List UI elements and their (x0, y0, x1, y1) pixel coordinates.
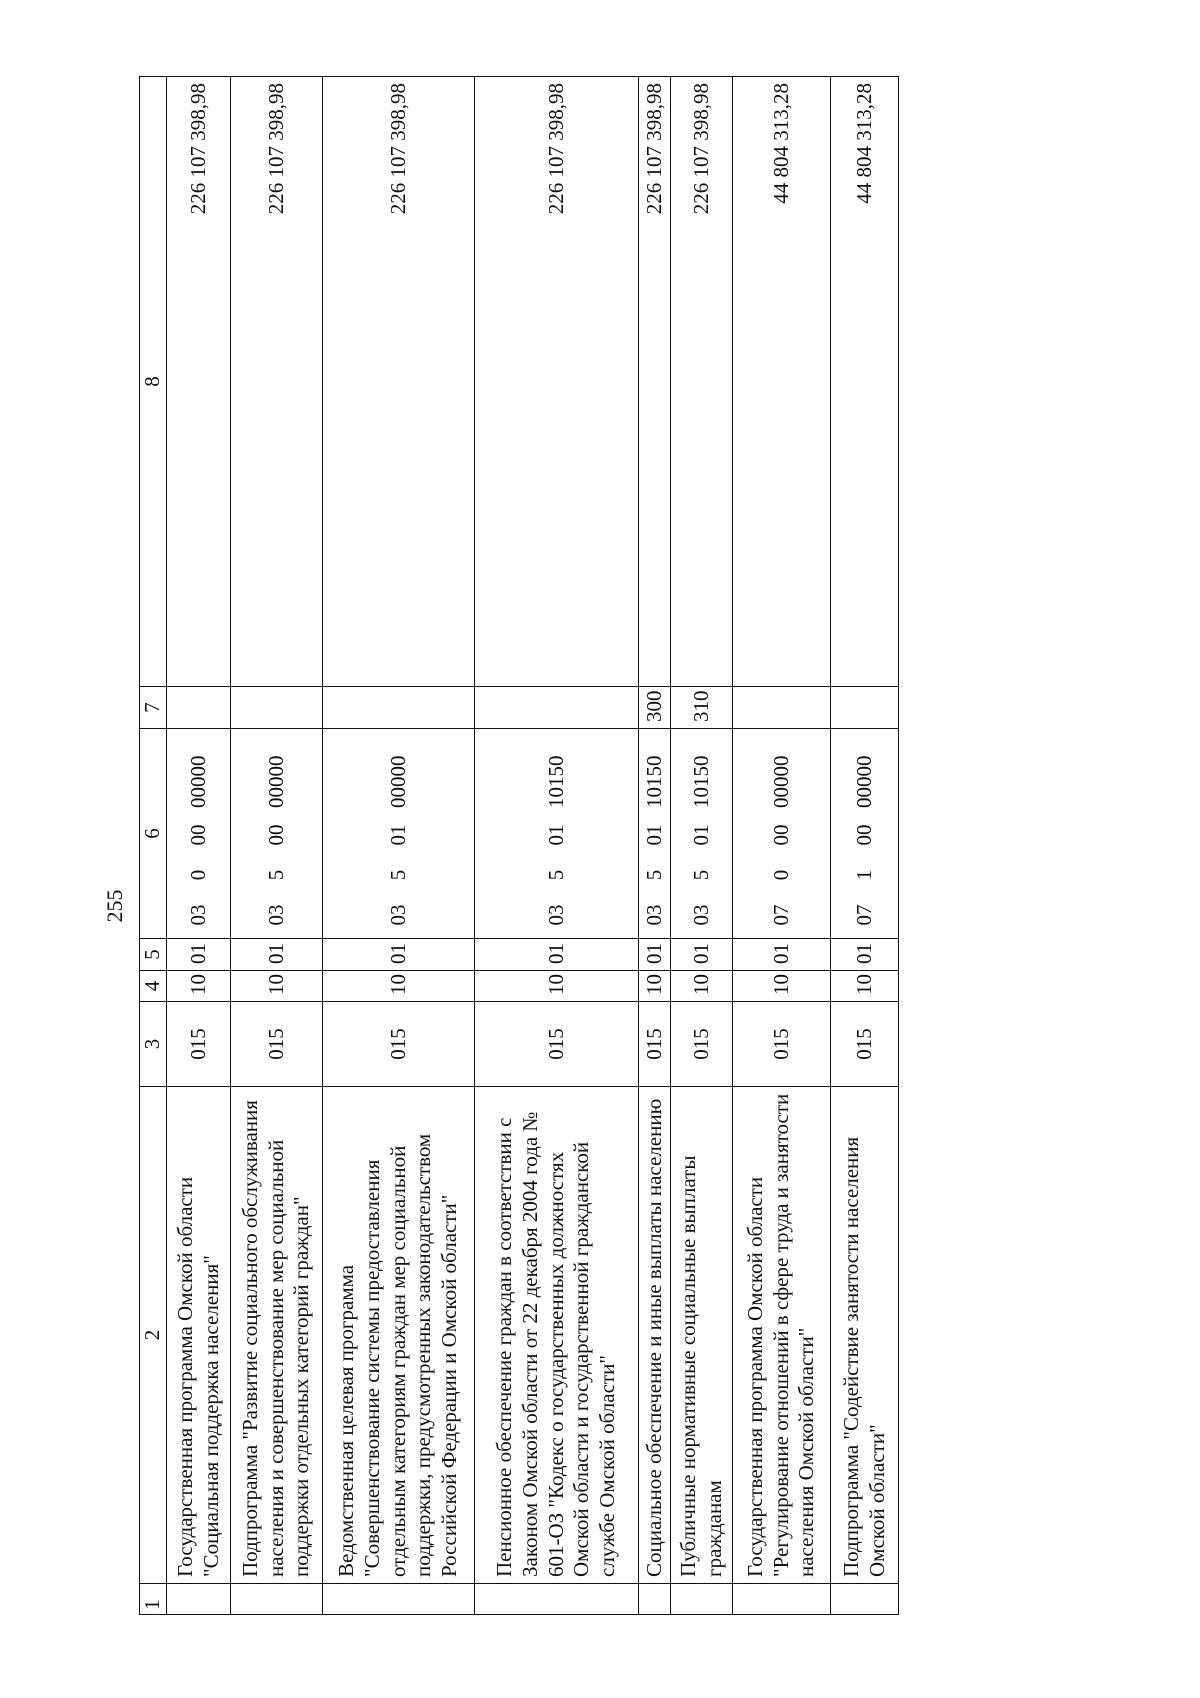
csr-subprogram: 5 (543, 869, 568, 881)
item-description: Государственная программа Омской области "Социальная поддержка населения" (167, 1087, 231, 1584)
section-code: 10 (671, 971, 733, 1002)
csr-direction: 00000 (185, 755, 210, 808)
section-code: 10 (167, 971, 231, 1002)
csr-program: 03 (263, 904, 288, 926)
csr-event: 00 (768, 824, 793, 846)
amount: 44 804 313,28 (831, 77, 899, 687)
csr-direction: 00000 (768, 755, 793, 808)
csr-direction: 00000 (385, 755, 410, 808)
csr-parts (852, 729, 878, 938)
table-row (671, 77, 733, 1615)
subsection-code: 01 (475, 939, 639, 971)
row-number-cell (167, 1584, 231, 1615)
item-description: Социальное обеспечение и иные выплаты населению (639, 1087, 671, 1584)
subsection-code: 01 (639, 939, 671, 971)
csr-event: 00 (263, 824, 288, 846)
amount: 226 107 398,98 (323, 77, 475, 687)
subsection-code: 01 (831, 939, 899, 971)
header-row (140, 77, 167, 1615)
csr-subprogram: 5 (385, 869, 410, 881)
row-number-cell (671, 1584, 733, 1615)
subsection-code: 01 (167, 939, 231, 971)
expense-type-code (831, 687, 899, 729)
subsection-code: 01 (733, 939, 831, 971)
row-number-cell (733, 1584, 831, 1615)
csr-direction: 10150 (641, 755, 666, 808)
csr-subprogram: 5 (641, 869, 666, 881)
section-code: 10 (639, 971, 671, 1002)
expense-type-code (475, 687, 639, 729)
col-header-3: 3 (140, 1002, 167, 1087)
admin-code: 015 (639, 1002, 671, 1087)
target-article-code (323, 729, 475, 939)
csr-subprogram: 5 (263, 869, 288, 881)
csr-program: 03 (185, 904, 210, 926)
csr-program: 03 (385, 904, 410, 926)
section-code: 10 (323, 971, 475, 1002)
table-row (639, 77, 671, 1615)
amount: 226 107 398,98 (231, 77, 323, 687)
csr-parts (386, 729, 412, 938)
amount: 44 804 313,28 (733, 77, 831, 687)
csr-direction: 10150 (543, 755, 568, 808)
col-header-6: 6 (140, 729, 167, 939)
row-number-cell (639, 1584, 671, 1615)
csr-parts (544, 729, 570, 938)
csr-parts (264, 729, 290, 938)
amount: 226 107 398,98 (671, 77, 733, 687)
col-header-1: 1 (140, 1584, 167, 1615)
subsection-code: 01 (231, 939, 323, 971)
section-code: 10 (475, 971, 639, 1002)
csr-program: 03 (543, 904, 568, 926)
amount: 226 107 398,98 (475, 77, 639, 687)
col-header-7: 7 (140, 687, 167, 729)
table-row (475, 77, 639, 1615)
admin-code: 015 (167, 1002, 231, 1087)
item-description: Подпрограмма "Развитие социального обслуживания населения и совершенствование мер социальной поддержки отдельных категорий граждан" (231, 1087, 323, 1584)
expense-type-code: 310 (671, 687, 733, 729)
admin-code: 015 (323, 1002, 475, 1087)
csr-subprogram: 0 (185, 869, 210, 881)
admin-code: 015 (231, 1002, 323, 1087)
csr-parts (186, 729, 212, 938)
csr-direction: 10150 (688, 755, 713, 808)
col-header-4: 4 (140, 971, 167, 1002)
target-article-code (831, 729, 899, 939)
csr-event: 01 (641, 824, 666, 846)
target-article-code (671, 729, 733, 939)
csr-subprogram: 0 (768, 869, 793, 881)
csr-event: 01 (688, 824, 713, 846)
expense-type-code (323, 687, 475, 729)
csr-event: 01 (543, 824, 568, 846)
csr-direction: 00000 (851, 755, 876, 808)
row-number-cell (831, 1584, 899, 1615)
amount: 226 107 398,98 (639, 77, 671, 687)
expense-type-code (231, 687, 323, 729)
table-row (231, 77, 323, 1615)
row-number-cell (231, 1584, 323, 1615)
col-header-2: 2 (140, 1087, 167, 1584)
csr-program: 03 (688, 904, 713, 926)
expense-type-code (167, 687, 231, 729)
section-code: 10 (231, 971, 323, 1002)
table-row (167, 77, 231, 1615)
csr-program: 03 (641, 904, 666, 926)
csr-parts (642, 729, 668, 938)
row-number-cell (323, 1584, 475, 1615)
target-article-code (475, 729, 639, 939)
row-number-cell (475, 1584, 639, 1615)
expense-type-code (733, 687, 831, 729)
table-row (733, 77, 831, 1615)
admin-code: 015 (671, 1002, 733, 1087)
csr-event: 00 (851, 824, 876, 846)
col-header-5: 5 (140, 939, 167, 971)
section-code: 10 (733, 971, 831, 1002)
col-header-8: 8 (140, 77, 167, 687)
target-article-code (733, 729, 831, 939)
csr-program: 07 (768, 904, 793, 926)
admin-code: 015 (733, 1002, 831, 1087)
item-description: Государственная программа Омской области "Регулирование отношений в сфере труда и занятости населения Омской области" (733, 1087, 831, 1584)
subsection-code: 01 (671, 939, 733, 971)
subsection-code: 01 (323, 939, 475, 971)
item-description: Подпрограмма "Содействие занятости населения Омской области" (831, 1087, 899, 1584)
expense-type-code: 300 (639, 687, 671, 729)
admin-code: 015 (475, 1002, 639, 1087)
budget-table (139, 76, 899, 1615)
csr-subprogram: 5 (688, 869, 713, 881)
table-row (323, 77, 475, 1615)
csr-event: 01 (385, 824, 410, 846)
item-description: Ведомственная целевая программа "Совершенствование системы предоставления отдельным категориям граждан мер социальной поддержки, предусмотренных законодательством Российской Федерации и Омской области" (323, 1087, 475, 1584)
target-article-code (639, 729, 671, 939)
section-code: 10 (831, 971, 899, 1002)
target-article-code (231, 729, 323, 939)
csr-direction: 00000 (263, 755, 288, 808)
csr-event: 00 (185, 824, 210, 846)
csr-program: 07 (851, 904, 876, 926)
amount: 226 107 398,98 (167, 77, 231, 687)
page-number: 255 (102, 889, 127, 923)
item-description: Пенсионное обеспечение граждан в соответствии с Законом Омской области от 22 декабря 2004 года № 601-ОЗ "Кодекс о государственных должностях Омской области и государственной гражданской службе Омской области" (475, 1087, 639, 1584)
csr-subprogram: 1 (851, 869, 876, 881)
target-article-code (167, 729, 231, 939)
csr-parts (689, 729, 715, 938)
admin-code: 015 (831, 1002, 899, 1087)
csr-parts (769, 729, 795, 938)
table-row (831, 77, 899, 1615)
item-description: Публичные нормативные социальные выплаты гражданам (671, 1087, 733, 1584)
